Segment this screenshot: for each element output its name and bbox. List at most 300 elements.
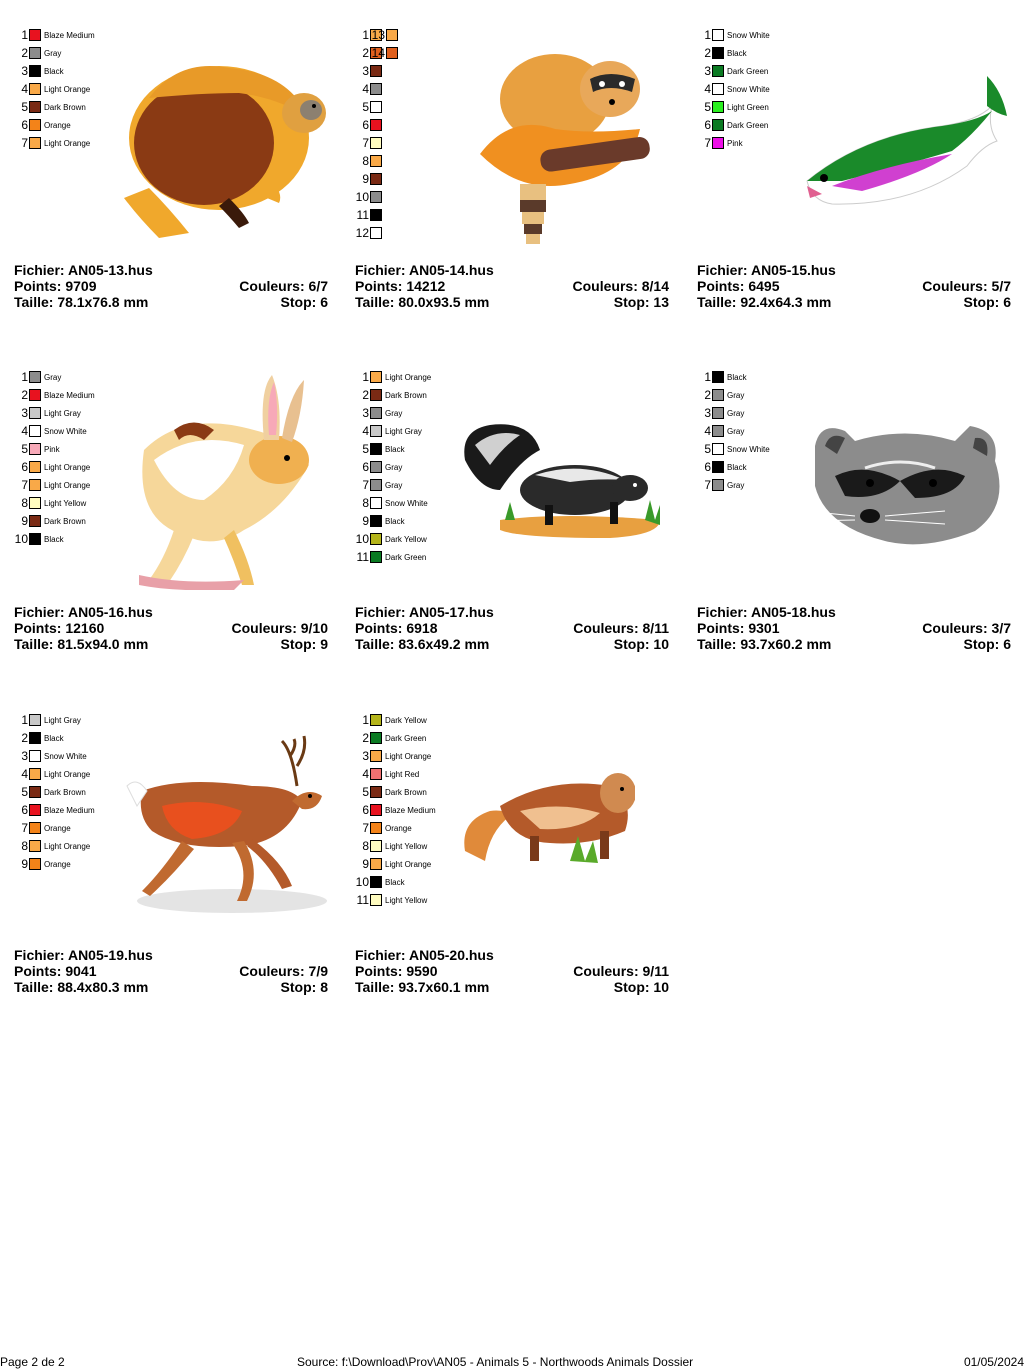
stitch-count: 12160 bbox=[65, 620, 105, 636]
swatch-color-box bbox=[712, 389, 724, 401]
thread-swatch bbox=[355, 458, 402, 476]
thread-swatch bbox=[371, 44, 398, 62]
swatch-color-box bbox=[370, 479, 382, 491]
swatch-number: 10 bbox=[355, 190, 369, 204]
skunk-embroidery-image bbox=[460, 420, 665, 540]
swatch-color-name: Blaze Medium bbox=[385, 805, 436, 815]
swatch-color-box bbox=[370, 894, 382, 906]
swatch-number: 4 bbox=[362, 82, 369, 96]
thread-swatch bbox=[14, 512, 86, 530]
thread-swatch bbox=[14, 80, 90, 98]
thread-swatch bbox=[697, 386, 744, 404]
swatch-number: 4 bbox=[21, 424, 28, 438]
file-name: AN05-14.hus bbox=[408, 262, 494, 278]
design-info: Fichier: AN05-18.hus Points: 9301 Couleurs: 3/7 Taille: 93.7x60.2 mm Stop: 6 bbox=[697, 604, 1011, 652]
swatch-color-box bbox=[712, 119, 724, 131]
file-name: AN05-16.hus bbox=[67, 604, 153, 620]
swatch-color-box bbox=[29, 479, 41, 491]
thread-swatch bbox=[355, 188, 382, 206]
swatch-color-box bbox=[370, 876, 382, 888]
wolverine-embroidery-image bbox=[460, 751, 635, 871]
stop-count: 6 bbox=[1003, 636, 1011, 652]
design-card bbox=[14, 368, 334, 658]
swatch-color-name: Dark Yellow bbox=[385, 534, 427, 544]
swatch-color-name: Blaze Medium bbox=[44, 30, 95, 40]
thread-swatch bbox=[14, 837, 90, 855]
design-size: 83.6x49.2 mm bbox=[398, 636, 490, 652]
swatch-number: 5 bbox=[362, 785, 369, 799]
swatch-color-name: Black bbox=[44, 66, 64, 76]
swatch-number: 5 bbox=[704, 100, 711, 114]
swatch-number: 3 bbox=[21, 406, 28, 420]
stitch-count: 6495 bbox=[748, 278, 780, 294]
thread-swatch bbox=[355, 783, 427, 801]
swatch-color-name: Light Red bbox=[385, 769, 420, 779]
trout-embroidery-image bbox=[802, 66, 1012, 211]
design-card bbox=[697, 368, 1017, 658]
swatch-number: 13 bbox=[371, 28, 385, 42]
stop-count: 8 bbox=[320, 979, 328, 995]
thread-swatch bbox=[14, 458, 90, 476]
swatch-color-name: Pink bbox=[727, 138, 743, 148]
swatch-color-name: Light Yellow bbox=[44, 498, 87, 508]
design-info: Fichier: AN05-16.hus Points: 12160 Couleurs: 9/10 Taille: 81.5x94.0 mm Stop: 9 bbox=[14, 604, 328, 652]
raccoon-embroidery-image bbox=[460, 34, 660, 249]
swatch-number: 6 bbox=[704, 118, 711, 132]
thread-swatch bbox=[355, 134, 382, 152]
swatch-color-name: Black bbox=[727, 462, 747, 472]
color-count: 5/7 bbox=[991, 278, 1011, 294]
swatch-color-name: Black bbox=[727, 48, 747, 58]
swatch-color-box bbox=[29, 101, 41, 113]
swatch-color-box bbox=[370, 786, 382, 798]
thread-swatch bbox=[14, 386, 95, 404]
thread-swatch bbox=[14, 404, 81, 422]
swatch-color-name: Black bbox=[44, 534, 64, 544]
thread-swatch bbox=[355, 819, 412, 837]
thread-swatch bbox=[355, 512, 405, 530]
swatch-color-box bbox=[370, 732, 382, 744]
swatch-color-box bbox=[29, 714, 41, 726]
swatch-color-box bbox=[712, 83, 724, 95]
swatch-color-name: Orange bbox=[385, 823, 412, 833]
swatch-color-box bbox=[29, 389, 41, 401]
swatch-color-box bbox=[370, 83, 382, 95]
swatch-color-box bbox=[370, 173, 382, 185]
thread-swatch bbox=[14, 801, 95, 819]
thread-swatch bbox=[355, 440, 405, 458]
swatch-color-box bbox=[29, 804, 41, 816]
swatch-color-name: Black bbox=[385, 877, 405, 887]
swatch-color-box bbox=[29, 83, 41, 95]
stitch-count: 9590 bbox=[406, 963, 438, 979]
swatch-color-name: Black bbox=[385, 516, 405, 526]
swatch-number: 1 bbox=[21, 28, 28, 42]
thread-swatch bbox=[355, 368, 431, 386]
swatch-number: 14 bbox=[371, 46, 385, 60]
swatch-number: 9 bbox=[362, 514, 369, 528]
swatch-number: 9 bbox=[21, 857, 28, 871]
thread-swatch bbox=[355, 386, 427, 404]
swatch-number: 1 bbox=[704, 370, 711, 384]
design-card bbox=[14, 711, 334, 1001]
swatch-color-box bbox=[370, 209, 382, 221]
swatch-color-box bbox=[29, 137, 41, 149]
swatch-color-box bbox=[370, 804, 382, 816]
swatch-color-box bbox=[29, 515, 41, 527]
thread-swatch bbox=[355, 873, 405, 891]
thread-swatch bbox=[14, 494, 86, 512]
color-count: 8/11 bbox=[642, 620, 669, 636]
swatch-color-box bbox=[370, 750, 382, 762]
swatch-color-name: Light Orange bbox=[44, 462, 91, 472]
swatch-color-box bbox=[29, 732, 41, 744]
swatch-number: 8 bbox=[362, 839, 369, 853]
thread-swatch bbox=[697, 98, 769, 116]
swatch-number: 6 bbox=[21, 803, 28, 817]
swatch-number: 3 bbox=[362, 749, 369, 763]
swatch-number: 6 bbox=[21, 460, 28, 474]
swatch-color-name: Gray bbox=[385, 480, 403, 490]
swatch-color-box bbox=[29, 443, 41, 455]
file-name: AN05-15.hus bbox=[750, 262, 836, 278]
thread-swatch bbox=[14, 368, 61, 386]
swatch-color-box bbox=[370, 497, 382, 509]
swatch-number: 7 bbox=[704, 478, 711, 492]
thread-swatch bbox=[14, 440, 60, 458]
thread-swatch bbox=[355, 891, 427, 909]
swatch-color-box bbox=[370, 119, 382, 131]
stop-count: 13 bbox=[653, 294, 669, 310]
thread-swatch bbox=[14, 476, 90, 494]
thread-swatch bbox=[697, 422, 744, 440]
color-count: 6/7 bbox=[308, 278, 328, 294]
thread-swatch bbox=[697, 368, 747, 386]
swatch-color-name: Orange bbox=[44, 859, 71, 869]
swatch-number: 11 bbox=[356, 893, 369, 907]
thread-swatch bbox=[355, 765, 419, 783]
swatch-number: 8 bbox=[21, 839, 28, 853]
stop-count: 6 bbox=[1003, 294, 1011, 310]
swatch-color-name: Light Gray bbox=[385, 426, 422, 436]
swatch-color-box bbox=[29, 497, 41, 509]
thread-swatch bbox=[355, 116, 382, 134]
swatch-color-name: Dark Brown bbox=[385, 787, 427, 797]
swatch-color-box bbox=[29, 786, 41, 798]
swatch-color-box bbox=[712, 371, 724, 383]
swatch-color-name: Light Orange bbox=[44, 841, 91, 851]
swatch-color-name: Light Orange bbox=[385, 859, 432, 869]
thread-swatch bbox=[371, 26, 398, 44]
thread-swatch bbox=[697, 476, 744, 494]
swatch-number: 3 bbox=[362, 64, 369, 78]
stitch-count: 9301 bbox=[748, 620, 780, 636]
swatch-color-name: Snow White bbox=[727, 30, 770, 40]
swatch-number: 10 bbox=[14, 532, 28, 546]
file-name: AN05-19.hus bbox=[67, 947, 153, 963]
swatch-color-box bbox=[712, 425, 724, 437]
file-name: AN05-17.hus bbox=[408, 604, 494, 620]
swatch-color-box bbox=[370, 822, 382, 834]
swatch-color-name: Gray bbox=[727, 390, 745, 400]
swatch-color-name: Blaze Medium bbox=[44, 390, 95, 400]
thread-swatch bbox=[355, 476, 402, 494]
file-name: AN05-20.hus bbox=[408, 947, 494, 963]
thread-swatch bbox=[355, 422, 422, 440]
swatch-color-name: Light Orange bbox=[44, 84, 91, 94]
swatch-number: 8 bbox=[21, 496, 28, 510]
color-count: 3/7 bbox=[991, 620, 1011, 636]
thread-swatch bbox=[355, 98, 382, 116]
swatch-color-name: Dark Yellow bbox=[385, 715, 427, 725]
swatch-number: 3 bbox=[704, 64, 711, 78]
page-number: Page 2 de 2 bbox=[0, 1355, 65, 1369]
thread-swatch bbox=[697, 116, 768, 134]
swatch-number: 2 bbox=[21, 388, 28, 402]
swatch-number: 7 bbox=[362, 478, 369, 492]
swatch-color-box bbox=[29, 750, 41, 762]
thread-swatch bbox=[697, 26, 770, 44]
swatch-color-box bbox=[370, 443, 382, 455]
design-card bbox=[697, 26, 1017, 316]
swatch-color-name: Snow White bbox=[44, 426, 87, 436]
deer-embroidery-image bbox=[122, 731, 327, 916]
design-info: Fichier: AN05-17.hus Points: 6918 Couleurs: 8/11 Taille: 83.6x49.2 mm Stop: 10 bbox=[355, 604, 669, 652]
swatch-color-box bbox=[370, 515, 382, 527]
swatch-color-name: Black bbox=[385, 444, 405, 454]
thread-swatch bbox=[355, 152, 382, 170]
thread-swatch bbox=[14, 98, 86, 116]
swatch-color-name: Gray bbox=[44, 372, 62, 382]
swatch-color-box bbox=[712, 407, 724, 419]
swatch-color-name: Snow White bbox=[385, 498, 428, 508]
swatch-color-box bbox=[370, 407, 382, 419]
swatch-color-box bbox=[712, 47, 724, 59]
thread-swatch bbox=[14, 44, 61, 62]
stitch-count: 6918 bbox=[406, 620, 438, 636]
swatch-color-box bbox=[370, 371, 382, 383]
source-path: Source: f:\Download\Prov\AN05 - Animals 5 - Northwoods Animals Dossier bbox=[297, 1355, 694, 1369]
design-size: 81.5x94.0 mm bbox=[57, 636, 149, 652]
thread-swatch bbox=[14, 747, 87, 765]
design-card bbox=[355, 368, 675, 658]
swatch-number: 3 bbox=[21, 749, 28, 763]
swatch-number: 12 bbox=[355, 226, 369, 240]
swatch-number: 7 bbox=[704, 136, 711, 150]
raccoon-face-embroidery-image bbox=[805, 416, 1010, 551]
swatch-color-name: Light Yellow bbox=[385, 895, 428, 905]
thread-swatch bbox=[14, 422, 87, 440]
swatch-number: 10 bbox=[355, 532, 369, 546]
stitch-count: 9041 bbox=[65, 963, 97, 979]
swatch-number: 2 bbox=[21, 731, 28, 745]
swatch-number: 7 bbox=[21, 478, 28, 492]
thread-swatch bbox=[14, 855, 71, 873]
swatch-number: 2 bbox=[362, 388, 369, 402]
swatch-color-box bbox=[29, 29, 41, 41]
swatch-color-name: Snow White bbox=[727, 84, 770, 94]
swatch-color-name: Dark Green bbox=[385, 552, 427, 562]
design-info: Fichier: AN05-13.hus Points: 9709 Couleurs: 6/7 Taille: 78.1x76.8 mm Stop: 6 bbox=[14, 262, 328, 310]
swatch-color-name: Orange bbox=[44, 120, 71, 130]
file-name: AN05-13.hus bbox=[67, 262, 153, 278]
swatch-color-name: Gray bbox=[385, 408, 403, 418]
thread-swatch bbox=[355, 711, 427, 729]
thread-swatch bbox=[697, 134, 743, 152]
swatch-number: 7 bbox=[21, 136, 28, 150]
swatch-number: 11 bbox=[356, 208, 369, 222]
stop-count: 9 bbox=[320, 636, 328, 652]
swatch-color-box bbox=[712, 101, 724, 113]
swatch-number: 4 bbox=[21, 767, 28, 781]
swatch-color-name: Light Orange bbox=[385, 372, 432, 382]
swatch-number: 2 bbox=[362, 731, 369, 745]
swatch-color-box bbox=[29, 858, 41, 870]
swatch-number: 4 bbox=[704, 82, 711, 96]
design-info: Fichier: AN05-19.hus Points: 9041 Couleurs: 7/9 Taille: 88.4x80.3 mm Stop: 8 bbox=[14, 947, 328, 995]
swatch-number: 7 bbox=[21, 821, 28, 835]
thread-swatch bbox=[697, 458, 747, 476]
swatch-color-box bbox=[712, 461, 724, 473]
swatch-color-name: Light Orange bbox=[385, 751, 432, 761]
swatch-color-name: Snow White bbox=[44, 751, 87, 761]
swatch-number: 4 bbox=[362, 767, 369, 781]
design-card bbox=[14, 26, 334, 316]
swatch-number: 11 bbox=[356, 550, 369, 564]
swatch-color-box bbox=[370, 840, 382, 852]
swatch-color-box bbox=[712, 443, 724, 455]
swatch-color-box bbox=[712, 65, 724, 77]
swatch-color-name: Gray bbox=[44, 48, 62, 58]
design-info: Fichier: AN05-15.hus Points: 6495 Couleurs: 5/7 Taille: 92.4x64.3 mm Stop: 6 bbox=[697, 262, 1011, 310]
thread-swatch bbox=[355, 404, 402, 422]
thread-swatch bbox=[697, 62, 768, 80]
swatch-number: 3 bbox=[21, 64, 28, 78]
swatch-color-name: Dark Green bbox=[385, 733, 427, 743]
swatch-color-box bbox=[370, 101, 382, 113]
swatch-number: 2 bbox=[21, 46, 28, 60]
swatch-color-box bbox=[712, 137, 724, 149]
swatch-number: 1 bbox=[362, 28, 369, 42]
swatch-color-name: Dark Brown bbox=[44, 787, 86, 797]
color-count: 9/10 bbox=[300, 620, 328, 636]
swatch-number: 6 bbox=[362, 118, 369, 132]
file-name: AN05-18.hus bbox=[750, 604, 836, 620]
swatch-color-name: Light Gray bbox=[44, 715, 81, 725]
swatch-number: 1 bbox=[704, 28, 711, 42]
stitch-count: 9709 bbox=[65, 278, 97, 294]
swatch-color-name: Gray bbox=[727, 408, 745, 418]
swatch-color-box bbox=[386, 47, 398, 59]
swatch-color-name: Dark Green bbox=[727, 120, 769, 130]
design-card bbox=[355, 26, 675, 316]
swatch-color-box bbox=[370, 191, 382, 203]
thread-swatch bbox=[355, 206, 382, 224]
swatch-color-box bbox=[370, 533, 382, 545]
swatch-number: 1 bbox=[362, 713, 369, 727]
swatch-number: 7 bbox=[362, 821, 369, 835]
swatch-number: 6 bbox=[362, 460, 369, 474]
stop-count: 6 bbox=[320, 294, 328, 310]
swatch-color-name: Light Orange bbox=[44, 480, 91, 490]
swatch-color-box bbox=[29, 840, 41, 852]
swatch-number: 5 bbox=[21, 785, 28, 799]
swatch-color-name: Black bbox=[44, 733, 64, 743]
design-size: 88.4x80.3 mm bbox=[57, 979, 149, 995]
swatch-color-box bbox=[29, 119, 41, 131]
swatch-number: 5 bbox=[21, 100, 28, 114]
swatch-number: 5 bbox=[704, 442, 711, 456]
design-size: 92.4x64.3 mm bbox=[740, 294, 832, 310]
swatch-color-name: Light Orange bbox=[44, 769, 91, 779]
thread-swatch bbox=[697, 404, 744, 422]
porcupine-embroidery-image bbox=[119, 38, 329, 243]
swatch-number: 6 bbox=[362, 803, 369, 817]
swatch-color-box bbox=[712, 29, 724, 41]
color-count: 7/9 bbox=[308, 963, 328, 979]
thread-swatch bbox=[14, 62, 64, 80]
swatch-color-name: Black bbox=[727, 372, 747, 382]
swatch-number: 4 bbox=[704, 424, 711, 438]
swatch-color-box bbox=[370, 389, 382, 401]
stop-count: 10 bbox=[653, 979, 669, 995]
swatch-color-box bbox=[29, 425, 41, 437]
thread-swatch bbox=[355, 548, 426, 566]
thread-swatch bbox=[14, 819, 71, 837]
swatch-color-box bbox=[370, 768, 382, 780]
swatch-color-box bbox=[370, 461, 382, 473]
swatch-number: 8 bbox=[362, 154, 369, 168]
swatch-number: 4 bbox=[362, 424, 369, 438]
swatch-number: 2 bbox=[704, 388, 711, 402]
swatch-number: 5 bbox=[21, 442, 28, 456]
swatch-color-box bbox=[370, 227, 382, 239]
swatch-color-name: Light Yellow bbox=[385, 841, 428, 851]
print-date: 01/05/2024 bbox=[963, 1355, 1024, 1369]
design-size: 93.7x60.2 mm bbox=[740, 636, 832, 652]
swatch-number: 5 bbox=[362, 442, 369, 456]
thread-swatch bbox=[697, 80, 770, 98]
swatch-color-box bbox=[29, 533, 41, 545]
swatch-color-name: Light Gray bbox=[44, 408, 81, 418]
swatch-number: 6 bbox=[21, 118, 28, 132]
swatch-color-name: Pink bbox=[44, 444, 60, 454]
swatch-color-box bbox=[370, 155, 382, 167]
thread-swatch bbox=[355, 837, 427, 855]
swatch-number: 2 bbox=[362, 46, 369, 60]
swatch-number: 4 bbox=[21, 82, 28, 96]
swatch-color-name: Gray bbox=[727, 426, 745, 436]
hare-embroidery-image bbox=[124, 370, 324, 590]
thread-swatch bbox=[355, 494, 428, 512]
thread-swatch bbox=[355, 855, 431, 873]
swatch-color-box bbox=[712, 479, 724, 491]
swatch-color-box bbox=[29, 407, 41, 419]
thread-swatch bbox=[355, 80, 382, 98]
swatch-number: 1 bbox=[21, 713, 28, 727]
thread-swatch bbox=[14, 765, 90, 783]
swatch-number: 3 bbox=[704, 406, 711, 420]
swatch-color-name: Snow White bbox=[727, 444, 770, 454]
swatch-color-box bbox=[29, 65, 41, 77]
thread-swatch bbox=[355, 747, 431, 765]
design-size: 93.7x60.1 mm bbox=[398, 979, 490, 995]
thread-swatch bbox=[355, 801, 436, 819]
thread-swatch bbox=[697, 440, 770, 458]
design-size: 80.0x93.5 mm bbox=[398, 294, 490, 310]
swatch-color-name: Blaze Medium bbox=[44, 805, 95, 815]
swatch-color-name: Dark Green bbox=[727, 66, 769, 76]
